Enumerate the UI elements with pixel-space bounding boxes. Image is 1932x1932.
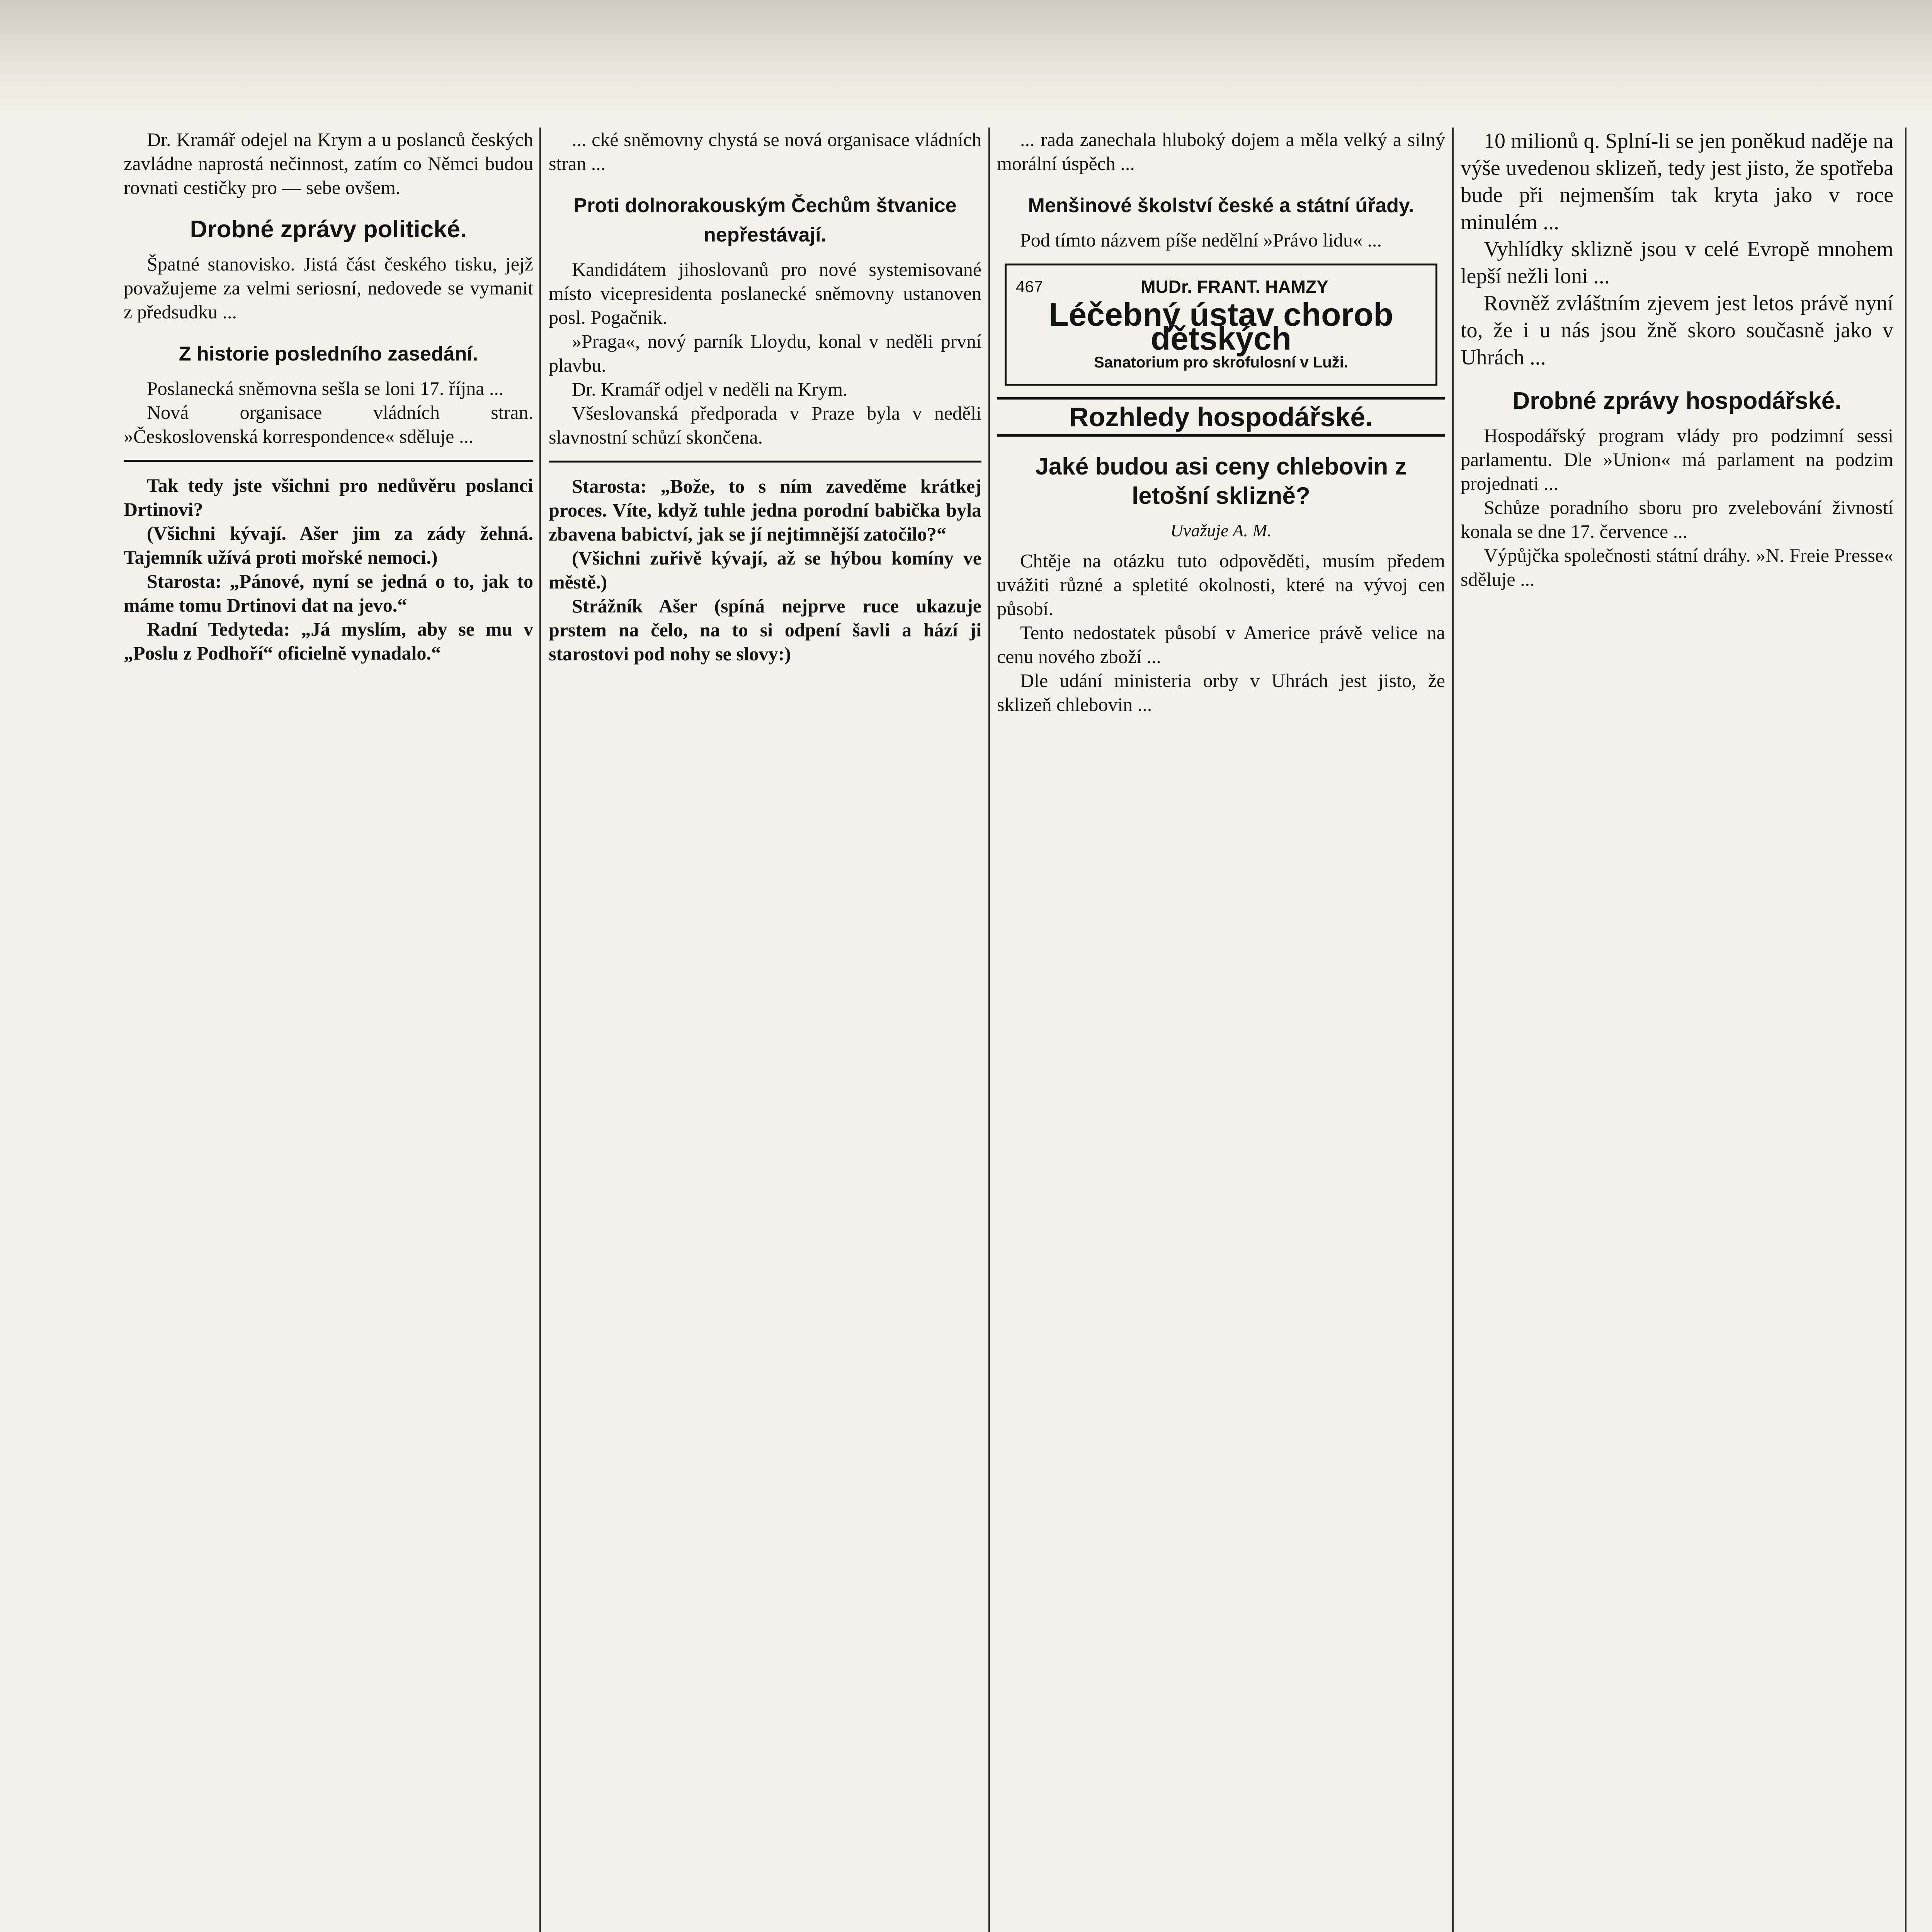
col3-paragraph: Chtěje na otázku tuto odpověděti, musím předem uvážiti různé a spletité okolnosti, které na vývoj cen působí. <box>997 550 1445 619</box>
col1-headline: Drobné zprávy politické. <box>190 216 467 243</box>
ad-title: Léčebný ústav chorob dětských <box>1049 296 1393 357</box>
column-4 <box>1461 128 1893 1932</box>
col3-paragraph: Dle udání ministeria orby v Uhrách jest jisto, že sklizeň chlebovin ... <box>997 670 1445 715</box>
col3-paragraph: Tento nedostatek působí v Americe právě velice na cenu nového zboží ... <box>997 622 1445 667</box>
section-header-economics: Rozhledy hospodářské. <box>997 397 1445 437</box>
col2-paragraph: »Praga«, nový parník Lloydu, konal v neděli první plavbu. <box>549 330 981 376</box>
col2-dialog-line: Starosta: „Bože, to s ním zaveděme krátkej proces. Víte, když tuhle jedna porodní babička byla zbavena babictví, jak se jí nejtimnější zatočilo?“ <box>549 475 981 545</box>
col2-dialog-line: Strážník Ašer (spíná nejprve ruce ukazuje prstem na čelo, na to si odpení šavli a hází ji starostovi pod nohy se slovy:) <box>549 595 981 665</box>
col3-byline: Uvažuje A. M. <box>1170 520 1272 540</box>
col1-divider <box>124 460 533 462</box>
col2-divider <box>549 461 981 463</box>
column-1 <box>124 128 533 1932</box>
col1-dialog-line: Radní Tedyteda: „Já myslím, aby se mu v „Poslu z Podhoří“ oficielně vynadalo.“ <box>124 618 533 664</box>
col4-paragraph: Rovněž zvláštním zjevem jest letos právě nyní to, že i u nás jsou žně skoro současně jako v Uhrách ... <box>1461 291 1893 369</box>
col2-paragraph: Dr. Kramář odjel v neděli na Krym. <box>572 378 848 400</box>
col3-paragraph: ... rada zanechala hluboký dojem a měla velký a silný morální úspěch ... <box>997 129 1445 174</box>
col4-paragraph: Výpůjčka společnosti státní dráhy. »N. Freie Presse« sděluje ... <box>1461 544 1893 590</box>
col2-dialog-note: (Všichni zuřivě kývají, až se hýbou komíny ve městě.) <box>549 547 981 593</box>
column-rule <box>539 128 541 1932</box>
col2-headline: Proti dolnorakouským Čechům štvanice nepřestávají. <box>573 194 957 246</box>
col1-dialog-note: (Všichni kývají. Ašer jim za zády žehná. Tajemník užívá proti mořské nemoci.) <box>124 522 533 568</box>
column-rule <box>988 128 990 1932</box>
col1-paragraph: Poslanecká sněmovna sešla se loni 17. října ... <box>147 378 504 399</box>
col4-paragraph: 10 milionů q. Splní-li se jen poněkud naděje na výše uvedenou sklizeň, tedy jest jisto, že spotřeba bude při nejmenším tak kryta jako v roce minulém ... <box>1461 129 1893 234</box>
col2-paragraph: Kandidátem jihoslovanů pro nové systemisované místo vicepresidenta poslanecké sněmovny ustanoven posl. Pogačnik. <box>549 259 981 328</box>
sanatorium-advertisement <box>1005 264 1437 386</box>
col4-paragraph: Vyhlídky sklizně jsou v celé Evropě mnohem lepší nežli loni ... <box>1461 237 1893 288</box>
column-3 <box>997 128 1445 1932</box>
ad-doctor-name: MUDr. FRANT. HAMZY <box>1141 277 1328 297</box>
col4-headline: Drobné zprávy hospodářské. <box>1512 388 1842 414</box>
column-rule <box>1905 128 1906 1932</box>
page-top-band <box>0 0 1932 116</box>
col4-paragraph: Schůze poradního sboru pro zvelebování živností konala se dne 17. července ... <box>1461 497 1893 542</box>
col3-headline: Menšinové školství české a státní úřady. <box>1028 194 1414 217</box>
col1-paragraph: Špatné stanovisko. Jistá část českého tisku, jejž považujeme za velmi seriosní, nedovede se vymanit z předsudku ... <box>124 253 533 323</box>
ad-subtitle: Sanatorium pro skrofulosní v Luži. <box>1094 354 1348 371</box>
col1-intro: Dr. Kramář odejel na Krym a u poslanců českých zavládne naprostá nečinnost, zatím co Němci budou rovnati cestičky pro — sebe ovšem. <box>124 129 533 198</box>
adjacent-page-edge <box>1917 128 1932 1932</box>
col3-paragraph: Pod tímto názvem píše nedělní »Právo lidu« ... <box>1020 229 1382 251</box>
col2-paragraph: Všeslovanská předporada v Praze byla v neděli slavnostní schůzí skončena. <box>549 402 981 448</box>
ad-number: 467 <box>1016 277 1043 296</box>
column-2 <box>549 128 981 1932</box>
col3-article-title: Jaké budou asi ceny chlebovin z letošní sklizně? <box>1035 453 1407 509</box>
col4-paragraph: Hospodářský program vlády pro podzimní sessi parlamentu. Dle »Union« má parlament na podzim projednati ... <box>1461 425 1893 494</box>
col1-dialog-line: Starosta: „Pánové, nyní se jedná o to, jak to máme tomu Drtinovi dat na jevo.“ <box>124 570 533 616</box>
col1-dialog-intro: Tak tedy jste všichni pro nedůvěru poslanci Drtinovi? <box>124 474 533 520</box>
col1-paragraph: Nová organisace vládních stran. »Československá korrespondence« sděluje ... <box>124 401 533 447</box>
column-rule <box>1452 128 1454 1932</box>
col2-paragraph: ... cké sněmovny chystá se nová organisace vládních stran ... <box>549 129 981 174</box>
col1-subhead: Z historie posledního zasedání. <box>179 343 478 365</box>
